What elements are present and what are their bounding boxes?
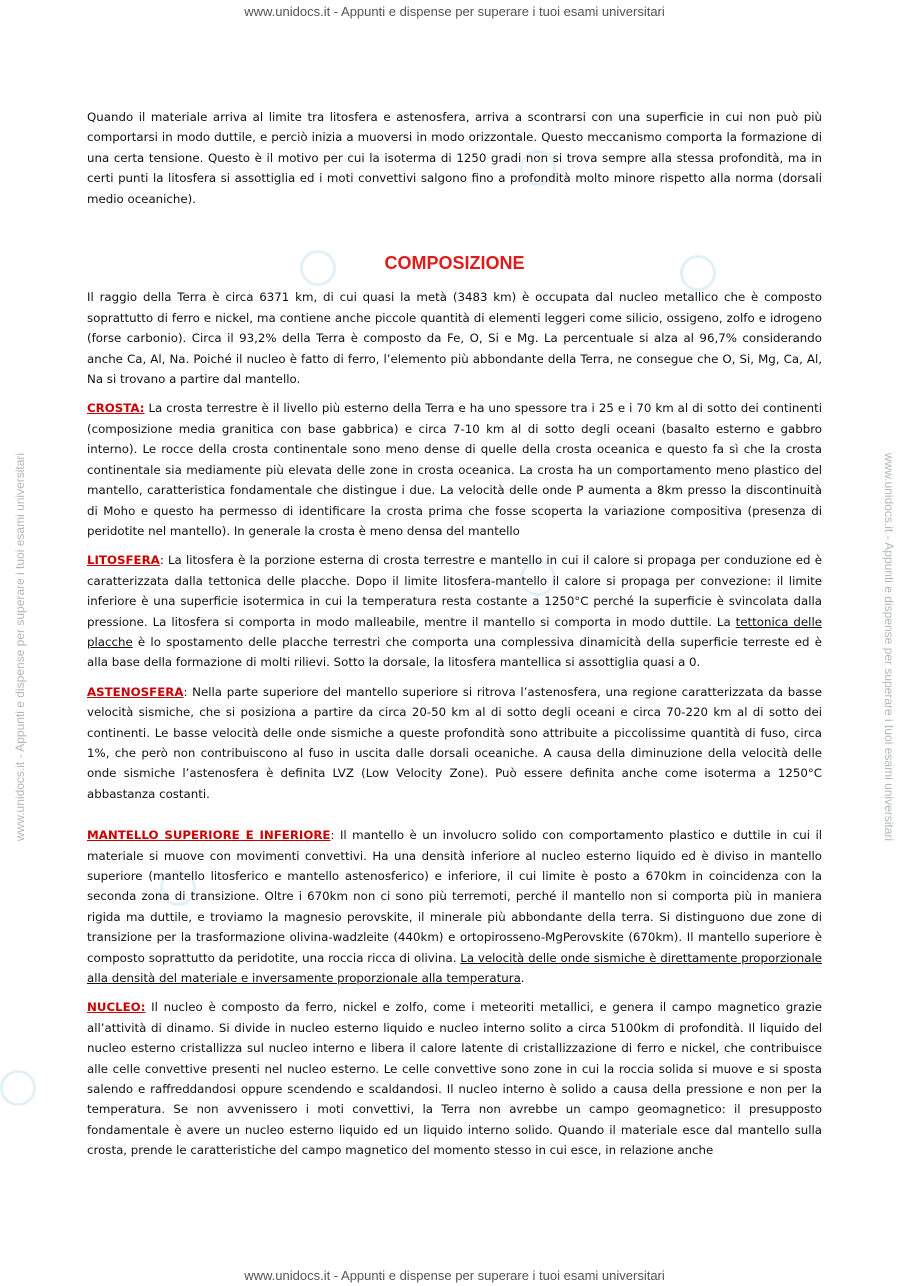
paragraph-raggio: Il raggio della Terra è circa 6371 km, di cui quasi la metà (3483 km) è occupata dal nucleo metallico che è composto soprattutto di ferro e nickel, ma contiene anche piccole quantità di elementi leggeri come silicio, ossigeno, zolfo e idrogeno (forse carbonio). Circa il 93,2% della Terra è composto da Fe, O, Si e Mg. La percentuale si alza al 96,7% considerando anche Ca, Al, Na. Poiché il nucleo è fatto di ferro, l’elemento più abbondante della Terra, ne consegue che O, Si, Mg, Ca, Al, Na si trovano a partire dal mantello. xyxy=(87,290,822,387)
mantello-underlined: La velocità delle onde sismiche è direttamente proporzionale alla densità del materiale e inversamente proporzionale alla temperatura xyxy=(87,950,822,986)
litosfera-text-2: è lo spostamento delle placche terrestri che comporta una complessiva dinamicità della superficie terreste ed è alla base della formazione di molti rilievi. Sotto la dorsale, la litosfera mantellica si assottiglia quasi a 0. xyxy=(87,634,822,670)
spacer xyxy=(87,813,822,825)
mantello-text-1: : Il mantello è un involucro solido con comportamento plastico e duttile in cui il materiale si muove con movimenti convettivi. Ha una densità inferiore al nucleo esterno liquido ed è diviso in mantello superiore (mantello litosferico e mantello astenosferico) e inferiore, il cui limite è posto a 670km in coincidenza con la seconda zona di transizione. Oltre i 670km non ci sono più terremoti, perché il mantello non si comporta più in maniera rigida ma duttile, e troviamo la magnesio perovskite, il minerale più abbondante della terra. Si distinguono due zone di transizione per la trasformazione olivina-wadzleite (440km) e ortopirosseno-MgPerovskite (670km). Il mantello superiore è composto soprattutto da peridotite, una roccia ricca di olivina. xyxy=(87,828,822,965)
term-nucleo: NUCLEO: xyxy=(87,1000,146,1015)
term-litosfera: LITOSFERA xyxy=(87,553,160,568)
mantello-text-2: . xyxy=(520,971,525,986)
footer-watermark: www.unidocs.it - Appunti e dispense per superare i tuoi esami universitari xyxy=(244,1268,665,1283)
right-side-watermark: www.unidocs.it - Appunti e dispense per superare i tuoi esami universitari xyxy=(882,452,896,842)
nucleo-text: Il nucleo è composto da ferro, nickel e zolfo, come i meteoriti metallici, e genera il campo magnetico grazie all’attività di dinamo. Si divide in nucleo esterno liquido e nucleo interno solito a circa 5100km di profondità. Il liquido del nucleo esterno cristallizza sul nucleo interno e libera il calore latente di cristallizzazione di ferro e nickel, che contribuisce alle celle convettive presenti nel nucleo esterno. Le celle convettive sono zone in cui la roccia solida si muove e si sposta salendo e raffreddandosi oppure scendendo e scaldandosi. Il nucleo interno è solido a causa della pressione e non per la temperatura. Se non avvenissero i moti convettivi, la Terra non avrebbe un campo geomagnetico: il presupposto fondamentale è avere un nucleo esterno liquido ed un liquido interno solido. Quando il materiale esce dal mantello sulla crosta, prende le caratteristiche del campo magnetico del momento stesso in cui esce, in relazione anche xyxy=(87,1000,822,1158)
term-astenosfera: ASTENOSFERA xyxy=(87,684,184,699)
left-side-watermark: www.unidocs.it - Appunti e dispense per superare i tuoi esami universitari xyxy=(13,452,27,842)
astenosfera-text: : Nella parte superiore del mantello superiore si ritrova l’astenosfera, una regione caratterizzata da basse velocità sismiche, che si posiziona a partire da circa 20-50 km al di sotto degli oceani e circa 70-220 km al di sotto dei continenti. Le basse velocità delle onde sismiche a queste profondità sono attribuite a piccolissime quantità di fuso, circa 1%, che però non contribuiscono al fuso in uscita dalle dorsali oceaniche. A causa della diminuzione della velocità delle onde sismiche l’astenosfera è definita LVZ (Low Velocity Zone). Può essere definita anche come isoterma a 1250°C abbastanza costanti. xyxy=(87,684,822,801)
crosta-text: La crosta terrestre è il livello più esterno della Terra e ha uno spessore tra i 25 e i 70 km al di sotto dei continenti (composizione media granitica con base gabbrica) e circa 7-10 km al di sotto degli oceani (basalto esterno e gabbro interno). Le rocce della crosta continentale sono meno dense di quelle della crosta oceanica e questo fa sì che la crosta continentale sia mediamente più elevata delle zone in crosta oceanica. La crosta ha un comportamento meno plastico del mantello, caratteristica fondamentale che distingue i due. La velocità delle onde P aumenta a 8km presso la discontinuità di Moho e questo ha permesso di identificare la crosta prima che fosse scoperta la variazione compositiva (presenza di peridotite nel mantello). In generale la crosta è meno densa del mantello xyxy=(87,401,822,538)
header-watermark: www.unidocs.it - Appunti e dispense per superare i tuoi esami universitari xyxy=(244,4,665,19)
litosfera-text-1: : La litosfera è la porzione esterna di crosta terrestre e mantello in cui il calore si propaga per conduzione ed è caratterizzata dalla tettonica delle placche. Dopo il limite litosfera-mantello il calore si propaga per convezione: il limite inferiore è una superficie isotermica in cui la temperatura resta costante a 1250°C perché la superficie è svincolata dalla pressione. La litosfera si comporta in modo malleabile, mentre il mantello si comporta in modo duttile. La xyxy=(87,553,822,629)
paragraph-crosta xyxy=(87,398,822,541)
term-crosta: CROSTA: xyxy=(87,401,145,416)
watermark-logo-icon xyxy=(0,1070,36,1106)
paragraph-nucleo xyxy=(87,997,822,1160)
paragraph-mantello xyxy=(87,825,822,988)
section-heading: COMPOSIZIONE xyxy=(384,253,525,274)
paragraph-litosfera xyxy=(87,550,822,672)
paragraph-astenosfera xyxy=(87,682,822,804)
document-body xyxy=(87,107,822,1170)
term-mantello: MANTELLO SUPERIORE E INFERIORE xyxy=(87,828,331,843)
intro-paragraph: Quando il materiale arriva al limite tra litosfera e astenosfera, arriva a scontrarsi con una superficie in cui non può più comportarsi in modo duttile, e perciò inizia a muoversi in modo orizzontale. Questo meccanismo comporta la formazione di una certa tensione. Questo è il motivo per cui la isoterma di 1250 gradi non si trova sempre alla stessa profondità, ma in certi punti la litosfera si assottiglia ed i moti convettivi salgono fino a profondità molto minore rispetto alla norma (dorsali medio oceaniche). xyxy=(87,110,822,206)
litosfera-underlined: tettonica delle placche xyxy=(87,614,822,649)
